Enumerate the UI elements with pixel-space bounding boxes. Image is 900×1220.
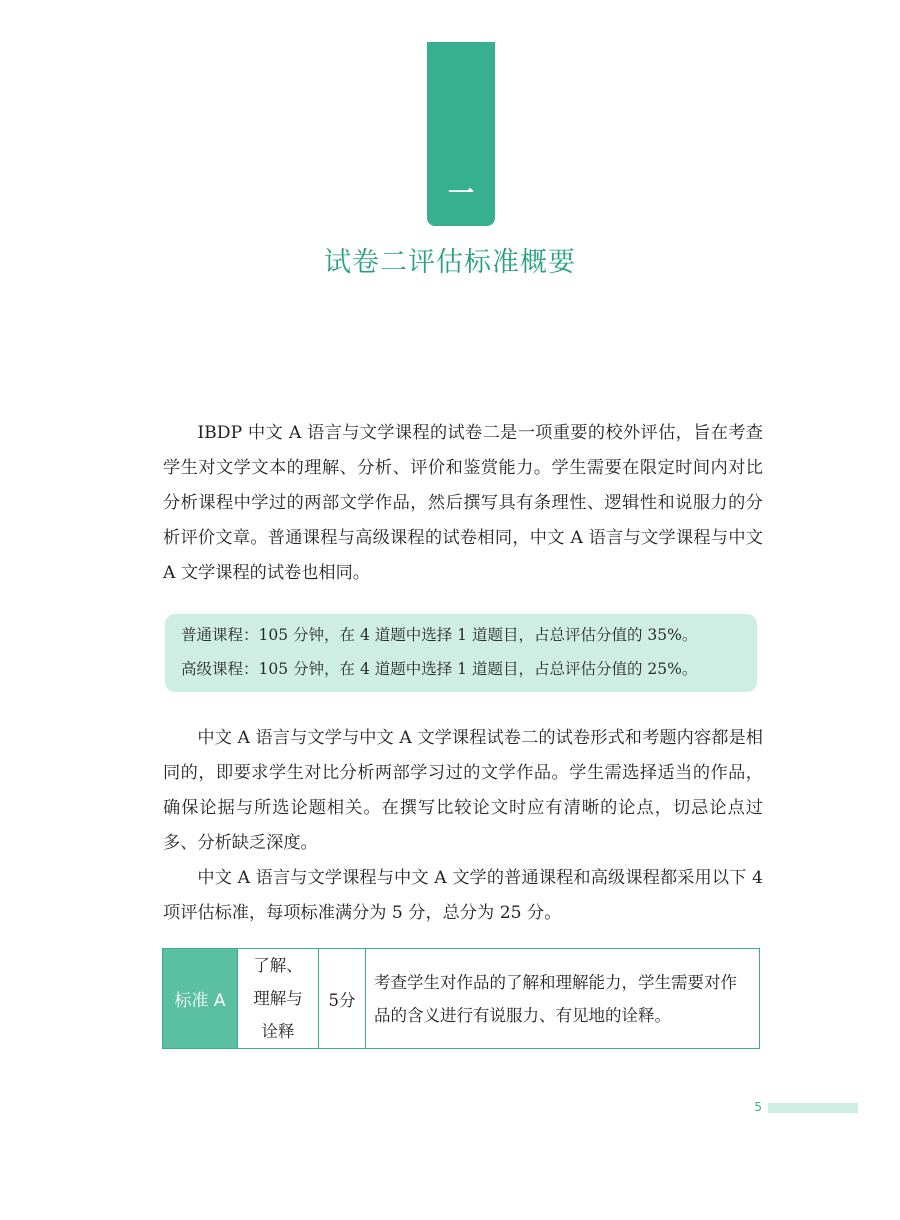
higher-level-line: 高级课程：105 分钟，在 4 道题中选择 1 道题目，占总评估分值的 25%。 (181, 660, 698, 678)
standard-level-line: 普通课程：105 分钟，在 4 道题中选择 1 道题目，占总评估分值的 35%。 (181, 626, 698, 644)
page-number: 5 (754, 1100, 762, 1114)
chapter-number: 一 (447, 179, 474, 209)
criterion-name-line: 了解、 (253, 956, 303, 975)
criteria-table (162, 948, 760, 1049)
duration-highlight-box (165, 614, 757, 692)
body-paragraph-2: 中文 A 语言与文学与中文 A 文学课程试卷二的试卷形式和考题内容都是相同的，即要求学生对比分析两部学习过的文学作品。学生需选择适当的作品，确保论据与所选论题相关。在撰写比较论文时应有清晰的论点，切忌论点过多、分析缺乏深度。 (163, 728, 763, 853)
body-paragraph-3: 中文 A 语言与文学课程与中文 A 文学的普通课程和高级课程都采用以下 4 项评估标准，每项标准满分为 5 分，总分为 25 分。 (163, 868, 763, 923)
criterion-tag: 标准 A (163, 949, 238, 1049)
criteria-row (163, 949, 760, 1049)
criterion-description: 考查学生对作品的了解和理解能力，学生需要对作品的含义进行有说服力、有见地的诠释。 (366, 949, 760, 1049)
intro-paragraph: IBDP 中文 A 语言与文学课程的试卷二是一项重要的校外评估，旨在考查学生对文学文本的理解、分析、评价和鉴赏能力。学生需要在限定时间内对比分析课程中学过的两部文学作品，然后撰写具有条理性、逻辑性和说服力的分析评价文章。普通课程与高级课程的试卷相同，中文 A 语言与文学课程与中文 A 文学课程的试卷也相同。 (163, 423, 763, 583)
criterion-name-line: 诠释 (261, 1022, 295, 1041)
chapter-tab (427, 42, 495, 226)
page-footer-bar (768, 1103, 858, 1113)
criterion-name-line: 理解与 (253, 989, 303, 1008)
criterion-points: 5分 (319, 949, 366, 1049)
chapter-title: 试卷二评估标准概要 (324, 247, 576, 278)
criterion-name (238, 949, 319, 1049)
